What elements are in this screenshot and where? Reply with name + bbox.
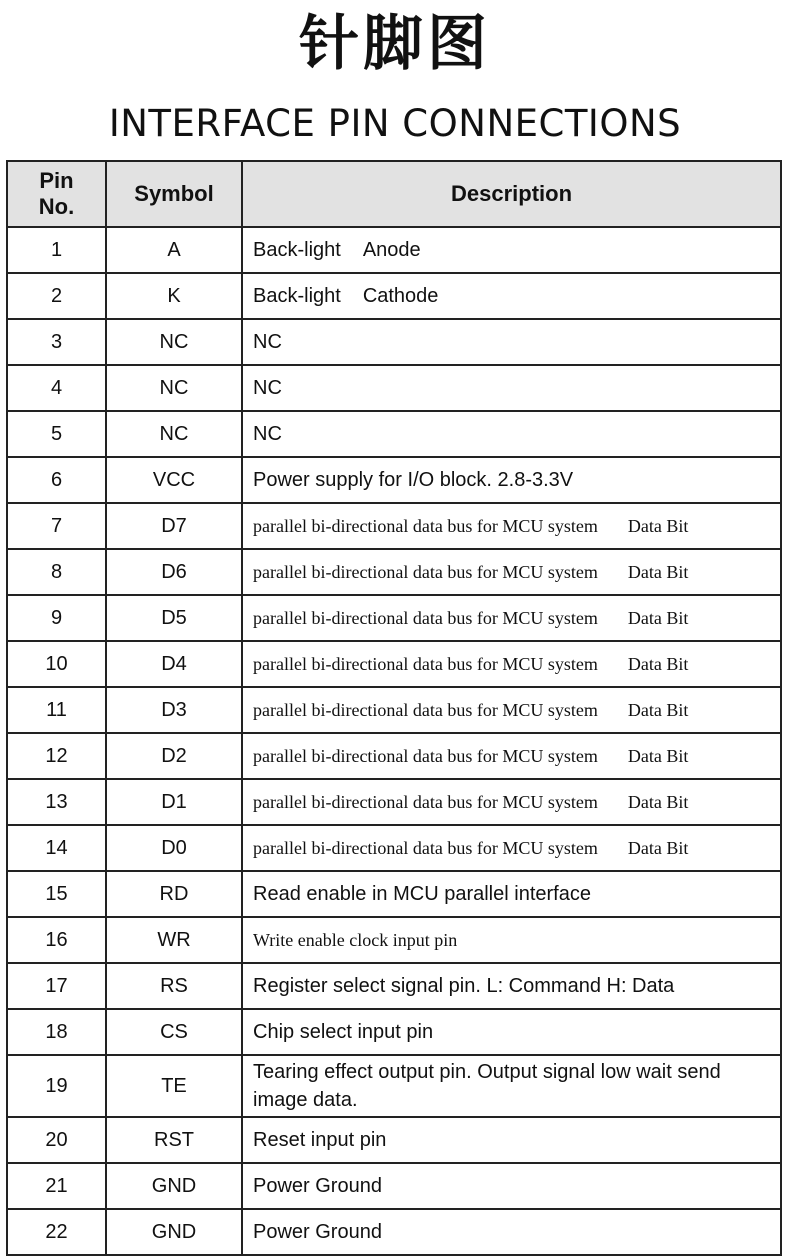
pin-symbol: K bbox=[106, 273, 242, 319]
desc-text-secondary: Data Bit bbox=[627, 791, 689, 812]
pin-symbol: RD bbox=[106, 871, 242, 917]
desc-text: parallel bi-directional data bus for MCU system bbox=[253, 607, 598, 628]
header-description: Description bbox=[242, 161, 781, 227]
pin-description: Register select signal pin. L: Command H: Data bbox=[242, 963, 781, 1009]
pin-symbol: RST bbox=[106, 1117, 242, 1163]
pin-symbol: D7 bbox=[106, 503, 242, 549]
pin-description bbox=[242, 779, 781, 825]
pin-number: 6 bbox=[7, 457, 106, 503]
desc-text-secondary: Anode bbox=[362, 238, 421, 261]
pin-description: Power Ground bbox=[242, 1209, 781, 1255]
pin-description: Chip select input pin bbox=[242, 1009, 781, 1055]
desc-text-secondary: Data Bit bbox=[627, 607, 689, 628]
pin-number: 13 bbox=[7, 779, 106, 825]
pin-symbol: GND bbox=[106, 1209, 242, 1255]
pin-number: 7 bbox=[7, 503, 106, 549]
desc-text-secondary: Data Bit bbox=[627, 745, 689, 766]
pin-symbol: GND bbox=[106, 1163, 242, 1209]
pin-number: 18 bbox=[7, 1009, 106, 1055]
pin-number: 2 bbox=[7, 273, 106, 319]
pin-symbol: RS bbox=[106, 963, 242, 1009]
table-row bbox=[7, 411, 781, 457]
pin-description bbox=[242, 641, 781, 687]
pin-number: 14 bbox=[7, 825, 106, 871]
pin-symbol: NC bbox=[106, 319, 242, 365]
desc-text: Back-light bbox=[253, 238, 341, 261]
table-row bbox=[7, 365, 781, 411]
desc-text-secondary: Data Bit bbox=[627, 515, 689, 536]
pin-number: 11 bbox=[7, 687, 106, 733]
table-row bbox=[7, 1209, 781, 1255]
table-row bbox=[7, 549, 781, 595]
pin-description: Write enable clock input pin bbox=[242, 917, 781, 963]
desc-text: parallel bi-directional data bus for MCU system bbox=[253, 515, 598, 536]
pin-symbol: D6 bbox=[106, 549, 242, 595]
pin-symbol: D2 bbox=[106, 733, 242, 779]
desc-text-secondary: Data Bit bbox=[627, 653, 689, 674]
pin-description: Reset input pin bbox=[242, 1117, 781, 1163]
pin-description: Read enable in MCU parallel interface bbox=[242, 871, 781, 917]
table-header-row bbox=[7, 161, 781, 227]
pin-number: 9 bbox=[7, 595, 106, 641]
page-title: INTERFACE PIN CONNECTIONS bbox=[108, 102, 682, 145]
header-pin-no bbox=[7, 161, 106, 227]
table-row bbox=[7, 457, 781, 503]
table-row bbox=[7, 917, 781, 963]
pin-number: 12 bbox=[7, 733, 106, 779]
pin-number: 16 bbox=[7, 917, 106, 963]
header-symbol: Symbol bbox=[106, 161, 242, 227]
table-row bbox=[7, 1163, 781, 1209]
pin-symbol: TE bbox=[106, 1055, 242, 1117]
table-row bbox=[7, 227, 781, 273]
pin-description: NC bbox=[242, 319, 781, 365]
table-row bbox=[7, 825, 781, 871]
desc-text: parallel bi-directional data bus for MCU system bbox=[253, 699, 598, 720]
table-row bbox=[7, 1055, 781, 1117]
desc-text-secondary: Data Bit bbox=[627, 561, 689, 582]
table-row bbox=[7, 273, 781, 319]
pin-symbol: D0 bbox=[106, 825, 242, 871]
table-row bbox=[7, 687, 781, 733]
desc-text: parallel bi-directional data bus for MCU system bbox=[253, 561, 598, 582]
table-row bbox=[7, 733, 781, 779]
table-row bbox=[7, 503, 781, 549]
pin-description: Power Ground bbox=[242, 1163, 781, 1209]
pin-description bbox=[242, 687, 781, 733]
pin-description bbox=[242, 733, 781, 779]
pin-number: 8 bbox=[7, 549, 106, 595]
pin-number: 4 bbox=[7, 365, 106, 411]
pin-symbol: WR bbox=[106, 917, 242, 963]
pin-symbol: D3 bbox=[106, 687, 242, 733]
pin-number: 1 bbox=[7, 227, 106, 273]
pin-number: 17 bbox=[7, 963, 106, 1009]
pin-description bbox=[242, 503, 781, 549]
desc-text: Back-light bbox=[253, 284, 341, 307]
pin-symbol: D1 bbox=[106, 779, 242, 825]
pin-description: Tearing effect output pin. Output signal low wait send image data. bbox=[242, 1055, 781, 1117]
desc-text: parallel bi-directional data bus for MCU system bbox=[253, 653, 598, 674]
table-row bbox=[7, 779, 781, 825]
pin-number: 19 bbox=[7, 1055, 106, 1117]
header-pin-line1: Pin bbox=[39, 168, 74, 193]
page-title-chinese: 针脚图 bbox=[299, 9, 491, 79]
desc-text-secondary: Cathode bbox=[362, 284, 439, 307]
desc-text-secondary: Data Bit bbox=[627, 837, 689, 858]
table-row bbox=[7, 319, 781, 365]
pin-description bbox=[242, 825, 781, 871]
table-row bbox=[7, 1009, 781, 1055]
pin-description bbox=[242, 227, 781, 273]
pin-number: 5 bbox=[7, 411, 106, 457]
pin-number: 10 bbox=[7, 641, 106, 687]
pin-table bbox=[6, 160, 782, 1256]
pin-symbol: VCC bbox=[106, 457, 242, 503]
desc-text-secondary: Data Bit bbox=[627, 699, 689, 720]
table-row bbox=[7, 871, 781, 917]
pin-symbol: D5 bbox=[106, 595, 242, 641]
pin-description bbox=[242, 595, 781, 641]
pin-symbol: CS bbox=[106, 1009, 242, 1055]
pin-number: 3 bbox=[7, 319, 106, 365]
desc-text: parallel bi-directional data bus for MCU system bbox=[253, 745, 598, 766]
table-row bbox=[7, 641, 781, 687]
desc-text: parallel bi-directional data bus for MCU system bbox=[253, 837, 598, 858]
pin-number: 20 bbox=[7, 1117, 106, 1163]
pin-symbol: D4 bbox=[106, 641, 242, 687]
table-row bbox=[7, 963, 781, 1009]
header-pin-line2: No. bbox=[38, 194, 75, 219]
desc-text: parallel bi-directional data bus for MCU system bbox=[253, 791, 598, 812]
pin-symbol: NC bbox=[106, 365, 242, 411]
pin-description bbox=[242, 273, 781, 319]
pin-symbol: A bbox=[106, 227, 242, 273]
pin-number: 15 bbox=[7, 871, 106, 917]
pin-description bbox=[242, 549, 781, 595]
table-row bbox=[7, 595, 781, 641]
pin-number: 21 bbox=[7, 1163, 106, 1209]
pin-symbol: NC bbox=[106, 411, 242, 457]
pin-description: NC bbox=[242, 411, 781, 457]
pin-description: Power supply for I/O block. 2.8-3.3V bbox=[242, 457, 781, 503]
pin-number: 22 bbox=[7, 1209, 106, 1255]
pin-description: NC bbox=[242, 365, 781, 411]
table-row bbox=[7, 1117, 781, 1163]
